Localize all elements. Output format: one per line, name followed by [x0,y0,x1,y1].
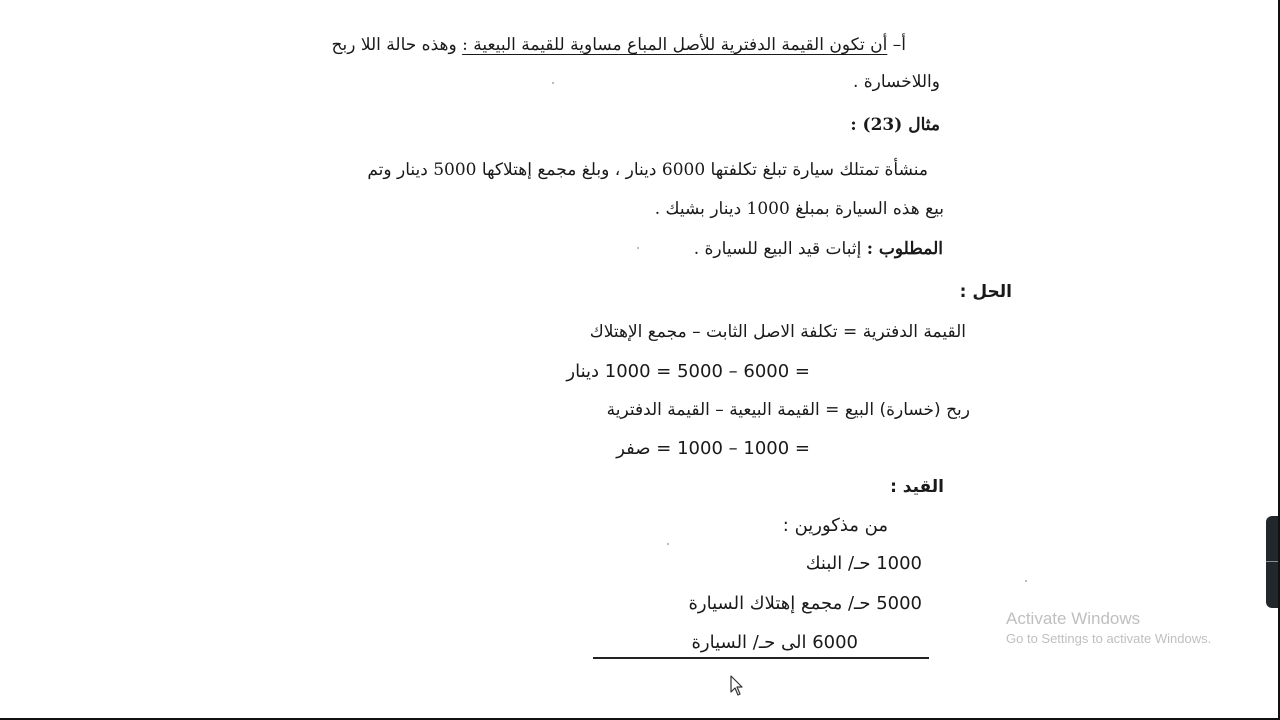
formula-gain-loss: ربح (خسارة) البيع = القيمة البيعية – القيمة الدفترية [606,400,970,420]
solution-title: الحل : [959,282,1012,302]
calc-gain-loss: = 1000 – 1000 = صفر [616,438,810,459]
watermark-subtitle: Go to Settings to activate Windows. [1006,631,1212,646]
credit-account: الى حـ/ السيارة [691,632,807,653]
example-line-2: بيع هذه السيارة بمبلغ 1000 دينار بشيك . [654,199,944,219]
watermark-title: Activate Windows [1006,609,1141,628]
entry-debit-header: من مذكورين : [782,515,888,536]
example-title: مثال (23) : [850,115,940,135]
entry-debit-row [688,592,922,616]
section-a-rest: وهذه حالة اللا ربح [331,35,457,55]
entry-total-rule [593,657,929,659]
credit-amount: 6000 [812,632,858,653]
entry-title: القيد : [890,477,944,497]
section-a-line [332,33,906,57]
section-a-label: أ– [892,35,906,55]
formula-book-value: القيمة الدفترية = تكلفة الاصل الثابت – مجمع الإهتلاك [589,322,966,342]
entry-debit-row [806,552,922,576]
example-line-1: منشأة تمتلك سيارة تبلغ تكلفتها 6000 دينار ، وبلغ مجمع إهتلاكها 5000 دينار وتم [367,160,928,180]
scan-speck [1025,580,1027,582]
mouse-cursor-icon [730,675,744,697]
section-a-underlined: أن تكون القيمة الدفترية للأصل المباع مساوية للقيمة البيعية : [462,35,888,55]
debit-account: حـ/ مجمع إهتلاك السيارة [688,593,871,614]
debit-account: حـ/ البنك [805,553,871,574]
scan-speck [552,82,554,84]
required-text: إثبات قيد البيع للسيارة . [693,239,862,259]
scan-speck [637,247,639,249]
debit-amount: 5000 [876,593,922,614]
entry-credit-row [691,631,858,655]
required-label: المطلوب : [866,239,943,259]
section-a-continuation: واللاخسارة . [852,72,940,92]
required-line [694,237,943,261]
activate-windows-watermark [1006,608,1211,648]
calc-book-value: = 6000 – 5000 = 1000 دينار [566,361,810,382]
debit-amount: 1000 [876,553,922,574]
scan-speck [667,543,669,545]
